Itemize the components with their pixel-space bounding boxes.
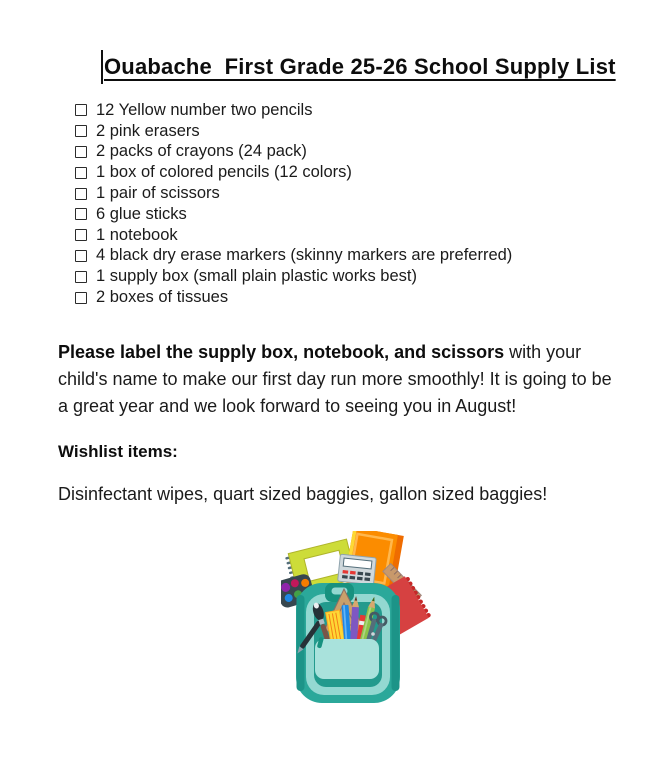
checklist-item-label: 4 black dry erase markers (skinny markers are preferred)	[96, 246, 513, 265]
note-bold-text: Please label the supply box, notebook, and scissors	[58, 342, 505, 362]
checklist-item-label: 12 Yellow number two pencils	[96, 100, 313, 119]
checklist-item	[75, 183, 512, 204]
checkbox-icon[interactable]	[75, 292, 87, 304]
checkbox-icon[interactable]	[75, 146, 87, 158]
checklist-item-label: 1 notebook	[96, 225, 178, 244]
checklist-item-label: 2 pink erasers	[96, 121, 200, 140]
checkbox-icon[interactable]	[75, 229, 87, 241]
supply-checklist	[75, 100, 512, 308]
calculator-icon	[338, 554, 377, 585]
checkbox-icon[interactable]	[75, 208, 87, 220]
wishlist-text: Disinfectant wipes, quart sized baggies, gallon sized baggies!	[58, 484, 548, 504]
checklist-item	[75, 287, 512, 308]
checkbox-icon[interactable]	[75, 167, 87, 179]
checklist-item-label: 2 boxes of tissues	[96, 288, 229, 307]
title-row	[101, 50, 616, 84]
checklist-item-label: 1 supply box (small plain plastic works best)	[96, 267, 417, 286]
checklist-item	[75, 142, 512, 163]
checkbox-icon[interactable]	[75, 250, 87, 262]
checklist-item	[75, 225, 512, 246]
checkbox-icon[interactable]	[75, 104, 87, 116]
wishlist-heading: Wishlist items:	[58, 442, 178, 461]
checkbox-icon[interactable]	[75, 125, 87, 137]
checklist-item-label: 1 pair of scissors	[96, 184, 220, 203]
checklist-item	[75, 204, 512, 225]
checklist-item	[75, 162, 512, 183]
checklist-item-label: 6 glue sticks	[96, 204, 187, 223]
page-title: Ouabache First Grade 25-26 School Supply List	[104, 54, 616, 79]
note-rest-text: with your child's name to make our first day run more smoothly! It is going to be a great year and we look forward to seeing you in August!	[58, 342, 612, 416]
checklist-item-label: 2 packs of crayons (24 pack)	[96, 142, 307, 161]
checklist-item	[75, 121, 512, 142]
label-note-paragraph	[58, 339, 614, 420]
front-pocket	[315, 637, 379, 679]
checklist-item	[75, 266, 512, 287]
text-cursor	[101, 50, 103, 84]
checklist-item	[75, 246, 512, 267]
checkbox-icon[interactable]	[75, 188, 87, 200]
backpack-clipart-image	[281, 531, 459, 709]
checklist-item	[75, 100, 512, 121]
checklist-item-label: 1 box of colored pencils (12 colors)	[96, 163, 352, 182]
checkbox-icon[interactable]	[75, 271, 87, 283]
